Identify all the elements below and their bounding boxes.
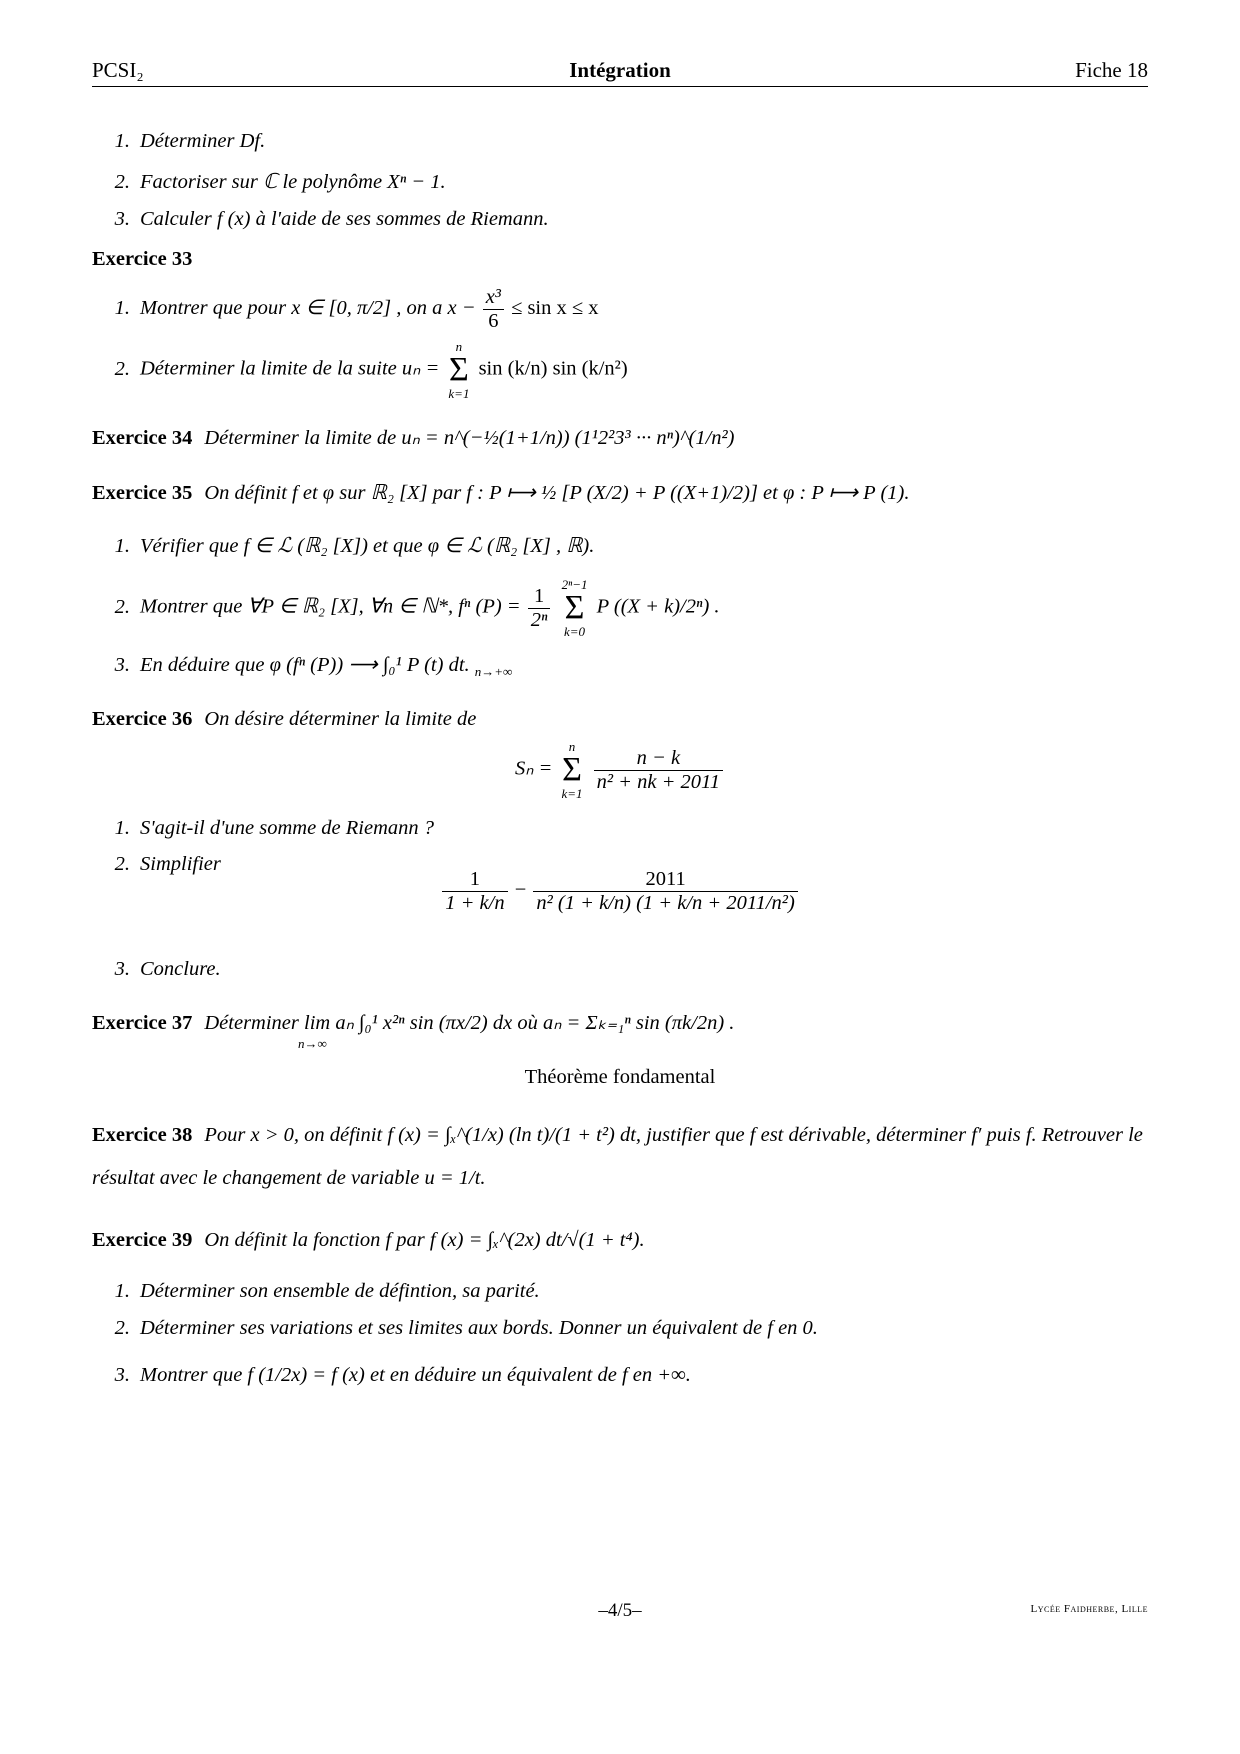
list-item: 3. Montrer que f (1/2x) = f (x) et en déduire un équivalent de f en +∞.	[114, 1364, 691, 1386]
list-item: 1. Montrer que pour x ∈ [0, π/2] , on a x − $\frac{\text{x³}}{6}$ ≤ sin x ≤ x	[114, 286, 599, 332]
list-item: 3. Calculer f (x) à l'aide de ses sommes de Riemann.	[114, 208, 549, 230]
header-class: PCSI₂	[92, 58, 144, 82]
list-item: 1. Déterminer Df.	[114, 130, 266, 152]
list-item: 3. Conclure.	[114, 958, 221, 980]
exercise-34: Exercice 34 Déterminer la limite de uₙ = n^(−½(1+1/n)) (1¹2²3³ ··· nⁿ)^(1/n²)	[92, 427, 735, 449]
page-header	[92, 58, 1148, 87]
exercise-37: Exercice 37 Déterminer lim aₙ ∫₀¹ x²ⁿ sin (πx/2) dx où aₙ = Σₖ₌₁ⁿ sin (πk/2n) .	[92, 1012, 735, 1034]
exercise-36: Exercice 36 On désire déterminer la limite de	[92, 708, 477, 730]
list-item: 2. Montrer que ∀P ∈ ℝ₂ [X], ∀n ∈ ℕ*, fⁿ (P) = $\frac{1}{\text{2ⁿ}}$ 2ⁿ−1 Σ k=0 P ((X + k)/2ⁿ) .	[114, 577, 720, 639]
exercise-39: Exercice 39 On définit la fonction f par f (x) = ∫ₓ^(2x) dt/√(1 + t⁴).	[92, 1229, 645, 1251]
header-sheet: Fiche 18	[1075, 58, 1148, 82]
exercise-title: Exercice 33	[92, 248, 193, 270]
section-title: Théorème fondamental	[524, 1066, 716, 1088]
list-item: 1. Déterminer son ensemble de défintion, sa parité.	[114, 1280, 540, 1302]
limit-subscript: n→∞	[298, 1036, 327, 1051]
list-item: 2. Déterminer la limite de la suite uₙ = n Σ k=1 sin (k/n) sin (k/n²)	[114, 339, 628, 401]
exercise-35: Exercice 35 On définit f et φ sur ℝ₂ [X] par f : P ⟼ ½ [P (X/2) + P ((X+1)/2)] et φ : P ⟼ P (1).	[92, 482, 910, 504]
list-item: 1. Vérifier que f ∈ ℒ (ℝ₂ [X]) et que φ ∈ ℒ (ℝ₂ [X] , ℝ).	[114, 535, 595, 557]
list-item: 2. Factoriser sur ℂ le polynôme Xⁿ − 1.	[114, 171, 446, 193]
list-item: 1. S'agit-il d'une somme de Riemann ?	[114, 817, 435, 839]
list-item: 2. Simplifier	[114, 853, 221, 875]
school-name: Lycée Faidherbe, Lille	[1030, 1603, 1148, 1615]
header-title: Intégration	[569, 58, 671, 82]
list-item: 3. En déduire que φ (fⁿ (P)) ⟶ ∫₀¹ P (t) dt. $_{n\to+\infty}$	[114, 654, 513, 680]
display-equation: Sₙ = n Σ k=1 $\frac{n - k}{\text{n² + nk + 2011}}$	[0, 740, 1240, 800]
exercise-38: Exercice 38 Pour x > 0, on définit f (x) = ∫ₓ^(1/x) (ln t)/(1 + t²) dt, justifier que f est dérivable, déterminer f′ puis f. Retrouver le	[92, 1124, 1143, 1146]
list-item: 2. Déterminer ses variations et ses limites aux bords. Donner un équivalent de f en 0.	[114, 1317, 818, 1339]
exercise-38-cont: résultat avec le changement de variable u = 1/t.	[92, 1167, 486, 1189]
display-equation: $\frac{1}{1 + k/n}$ − $\frac{2011}{\text{n² (1 + k/n) (1 + k/n + 2011/n²)}}$	[0, 868, 1240, 915]
page-number: –4/5–	[598, 1600, 642, 1621]
